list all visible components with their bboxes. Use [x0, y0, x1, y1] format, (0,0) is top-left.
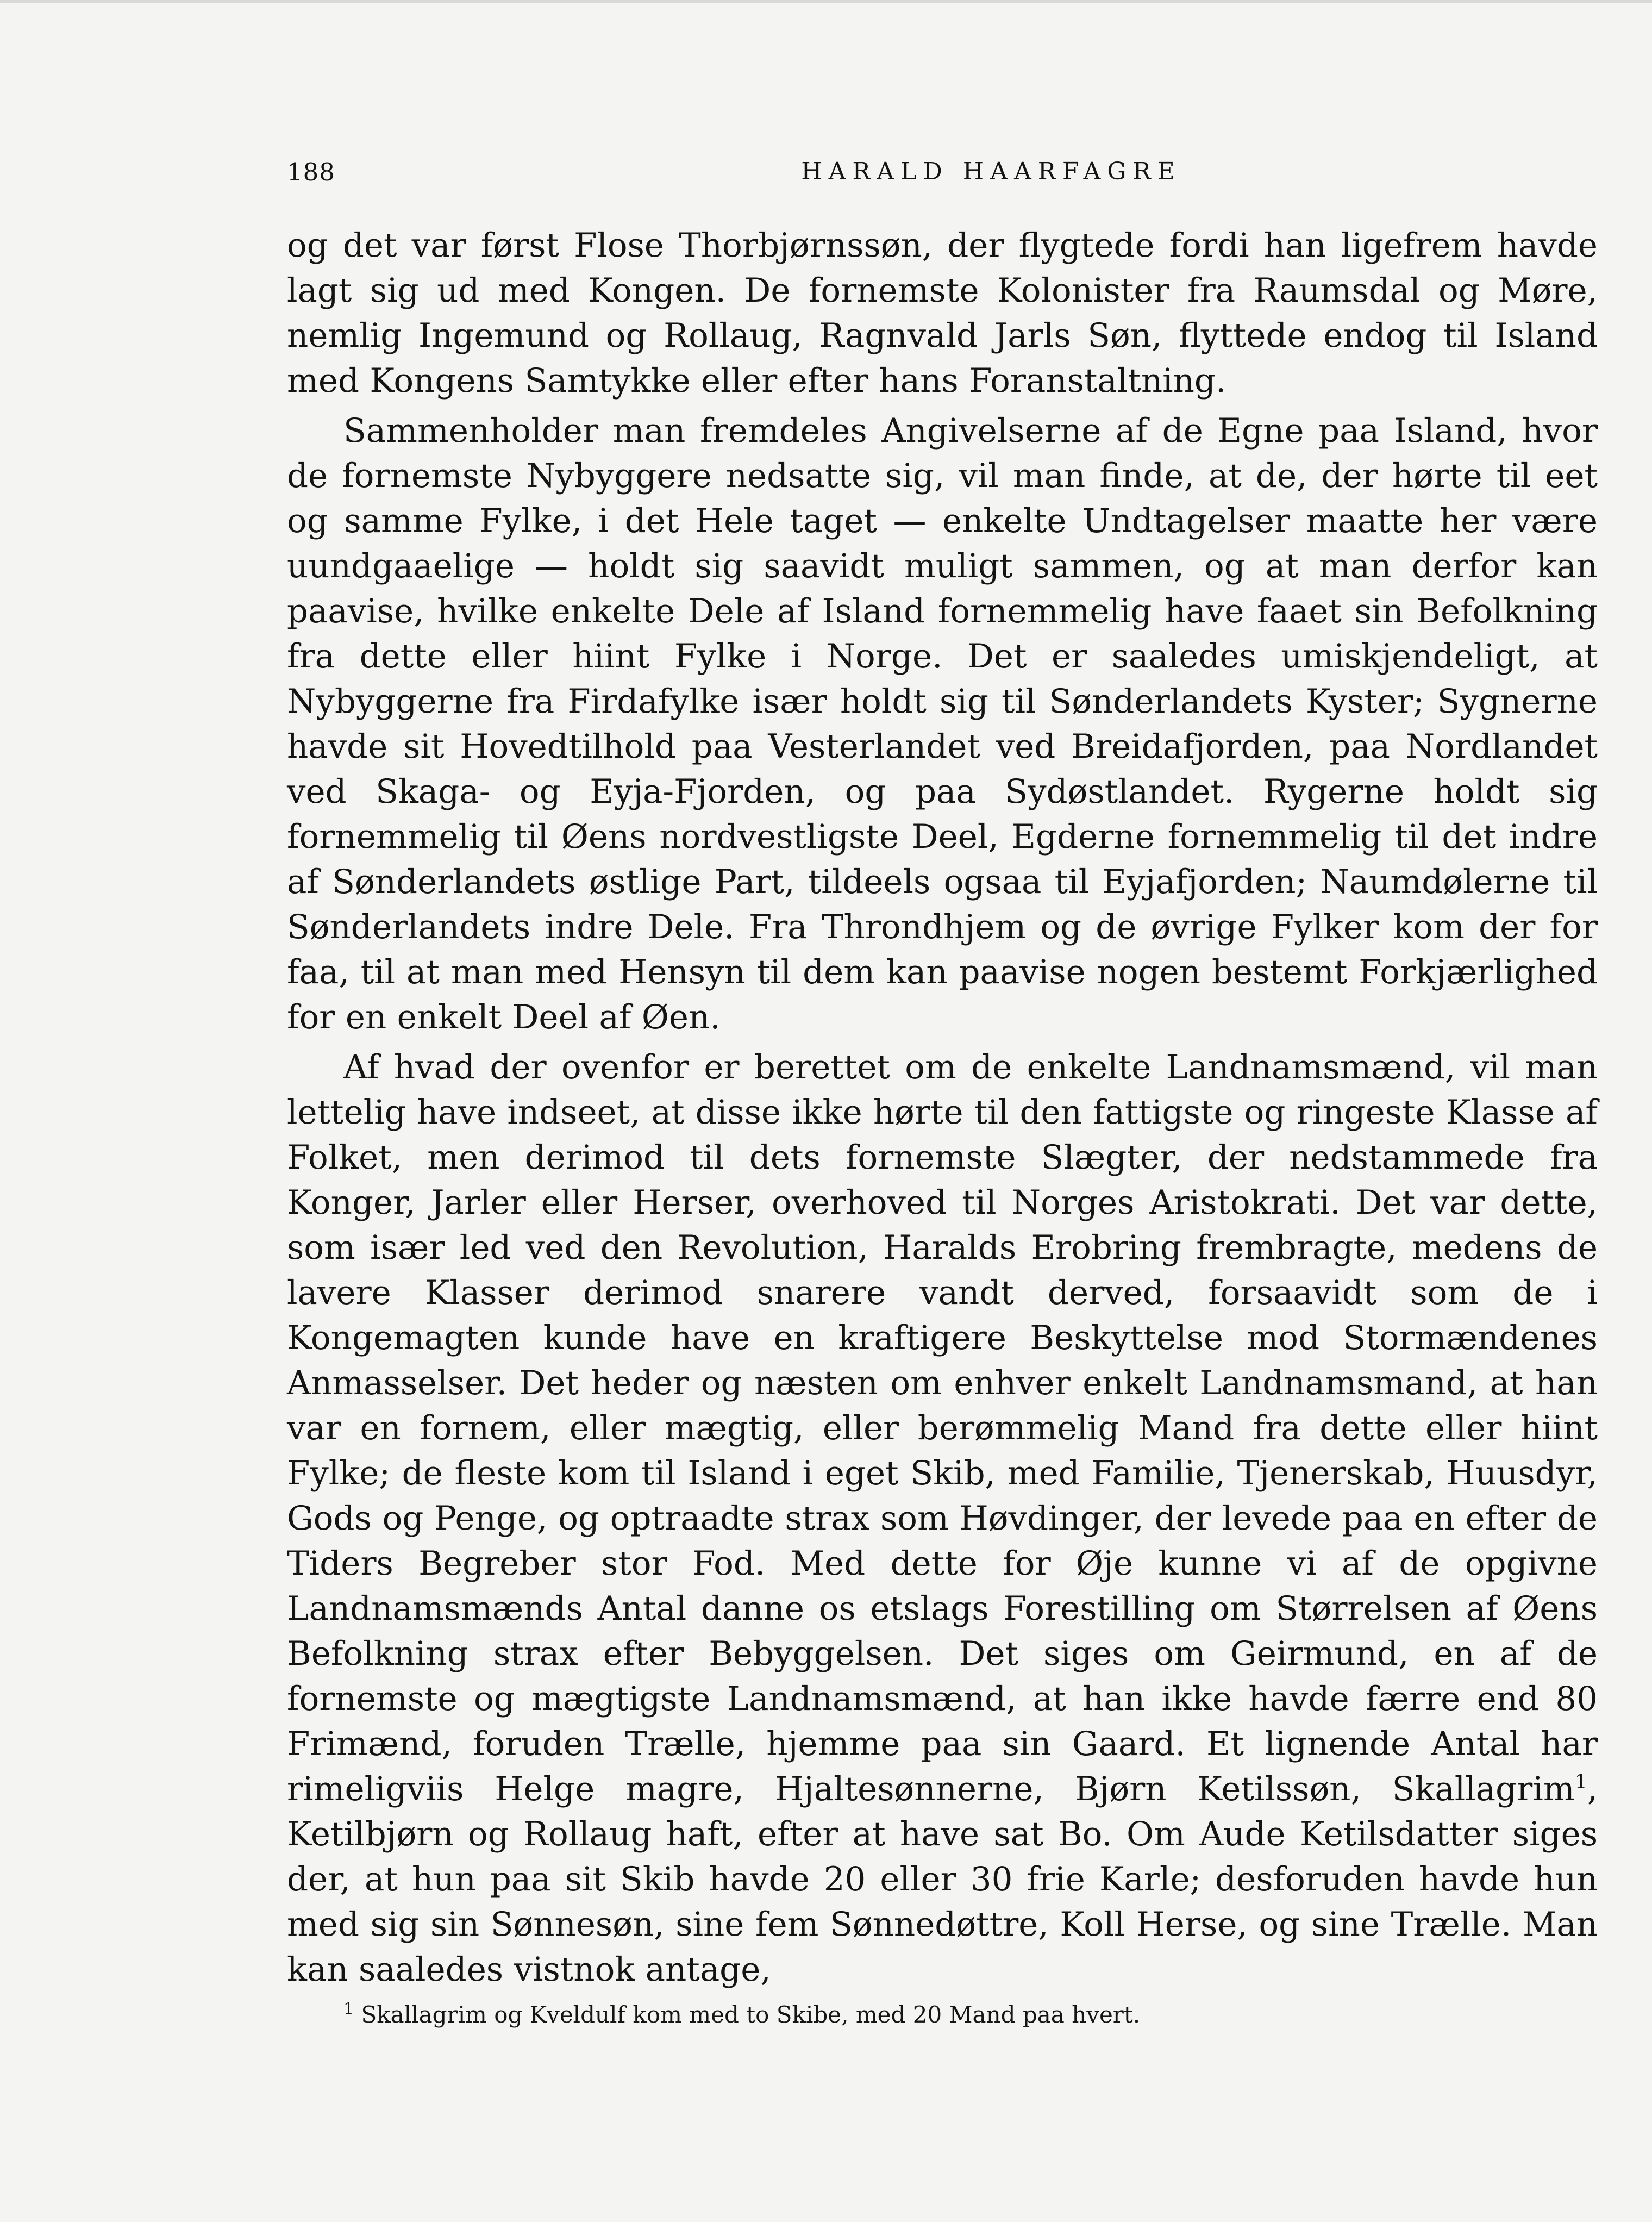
paragraph-3-text-b: , Ketilbjørn og Rollaug haft, efter at have sat Bo. Om Aude Ketilsdatter siges der, at hun paa sit Skib havde 20 eller 30 frie Karle; desforuden havde hun med sig sin Sønnesøn, sine fem Sønnedøttre, Koll Herse, og sine Trælle. Man kan saaledes vistnok antage,	[287, 1770, 1598, 1989]
page-number: 188	[287, 158, 335, 186]
footnote-reference: 1	[1574, 1771, 1587, 1794]
paragraph-2: Sammenholder man fremdeles Angivelserne af de Egne paa Island, hvor de fornemste Nybyggere nedsatte sig, vil man finde, at de, der hørte til eet og samme Fylke, i det Hele taget — enkelte Undtagelser maatte her være uundgaaelige — holdt sig saavidt muligt sammen, og at man derfor kan paavise, hvilke enkelte Dele af Island fornemmelig have faaet sin Befolkning fra dette eller hiint Fylke i Norge. Det er saaledes umiskjendeligt, at Nybyggerne fra Firdafylke især holdt sig til Sønderlandets Kyster; Sygnerne havde sit Hovedtilhold paa Vesterlandet ved Breidafjorden, paa Nordlandet ved Skaga- og Eyja-Fjorden, og paa Sydøstlandet. Rygerne holdt sig fornemmelig til Øens nordvestligste Deel, Egderne fornemmelig til det indre af Sønderlandets østlige Part, tildeels ogsaa til Eyjafjorden; Naumdølerne til Sønderlandets indre Dele. Fra Throndhjem og de øvrige Fylker kom der for faa, til at man med Hensyn til dem kan paavise nogen bestemt Forkjærlighed for en enkelt Deel af Øen.	[287, 411, 1598, 1037]
scan-edge	[0, 0, 1652, 3]
footnote-mark: 1	[343, 2000, 354, 2019]
body-text	[287, 223, 1598, 1992]
paragraph-3-text-a: Af hvad der ovenfor er berettet om de enkelte Landnamsmænd, vil man lettelig have indseet, at disse ikke hørte til den fattigste og ringeste Klasse af Folket, men derimod til dets fornemste Slægter, der nedstammede fra Konger, Jarler eller Herser, overhoved til Norges Aristokrati. Det var dette, som især led ved den Revolution, Haralds Erobring frembragte, medens de lavere Klasser derimod snarere vandt derved, forsaavidt som de i Kongemagten kunde have en kraftigere Beskyttelse mod Stormændenes Anmasselser. Det heder og næsten om enhver enkelt Landnamsmand, at han var en fornem, eller mægtig, eller berømmelig Mand fra dette eller hiint Fylke; de fleste kom til Island i eget Skib, med Familie, Tjenerskab, Huusdyr, Gods og Penge, og optraadte strax som Høvdinger, der levede paa en efter de Tiders Begreber stor Fod. Med dette for Øje kunne vi af de opgivne Landnamsmænds Antal danne os etslags Forestilling om Størrelsen af Øens Befolkning strax efter Bebyggelsen. Det siges om Geirmund, en af de fornemste og mægtigste Landnamsmænd, at han ikke havde færre end 80 Frimænd, foruden Trælle, hjemme paa sin Gaard. Et lignende Antal har rimeligviis Helge magre, Hjaltesønnerne, Bjørn Ketilssøn, Skallagrim	[287, 1048, 1598, 1808]
running-head	[287, 158, 1598, 201]
running-title: HARALD HAARFAGRE	[801, 158, 1181, 185]
paragraph-3	[287, 1045, 1598, 1992]
paragraph-1: og det var først Flose Thorbjørnssøn, der flygtede fordi han ligefrem havde lagt sig ud med Kongen. De fornemste Kolonister fra Raumsdal og Møre, nemlig Ingemund og Rollaug, Ragnvald Jarls Søn, flyttede endog til Island med Kongens Samtykke eller efter hans Foranstaltning.	[287, 226, 1598, 400]
footnote	[287, 1999, 1598, 2031]
book-page	[287, 158, 1598, 2031]
footnote-text: Skallagrim og Kveldulf kom med to Skibe, med 20 Mand paa hvert.	[361, 2001, 1141, 2028]
